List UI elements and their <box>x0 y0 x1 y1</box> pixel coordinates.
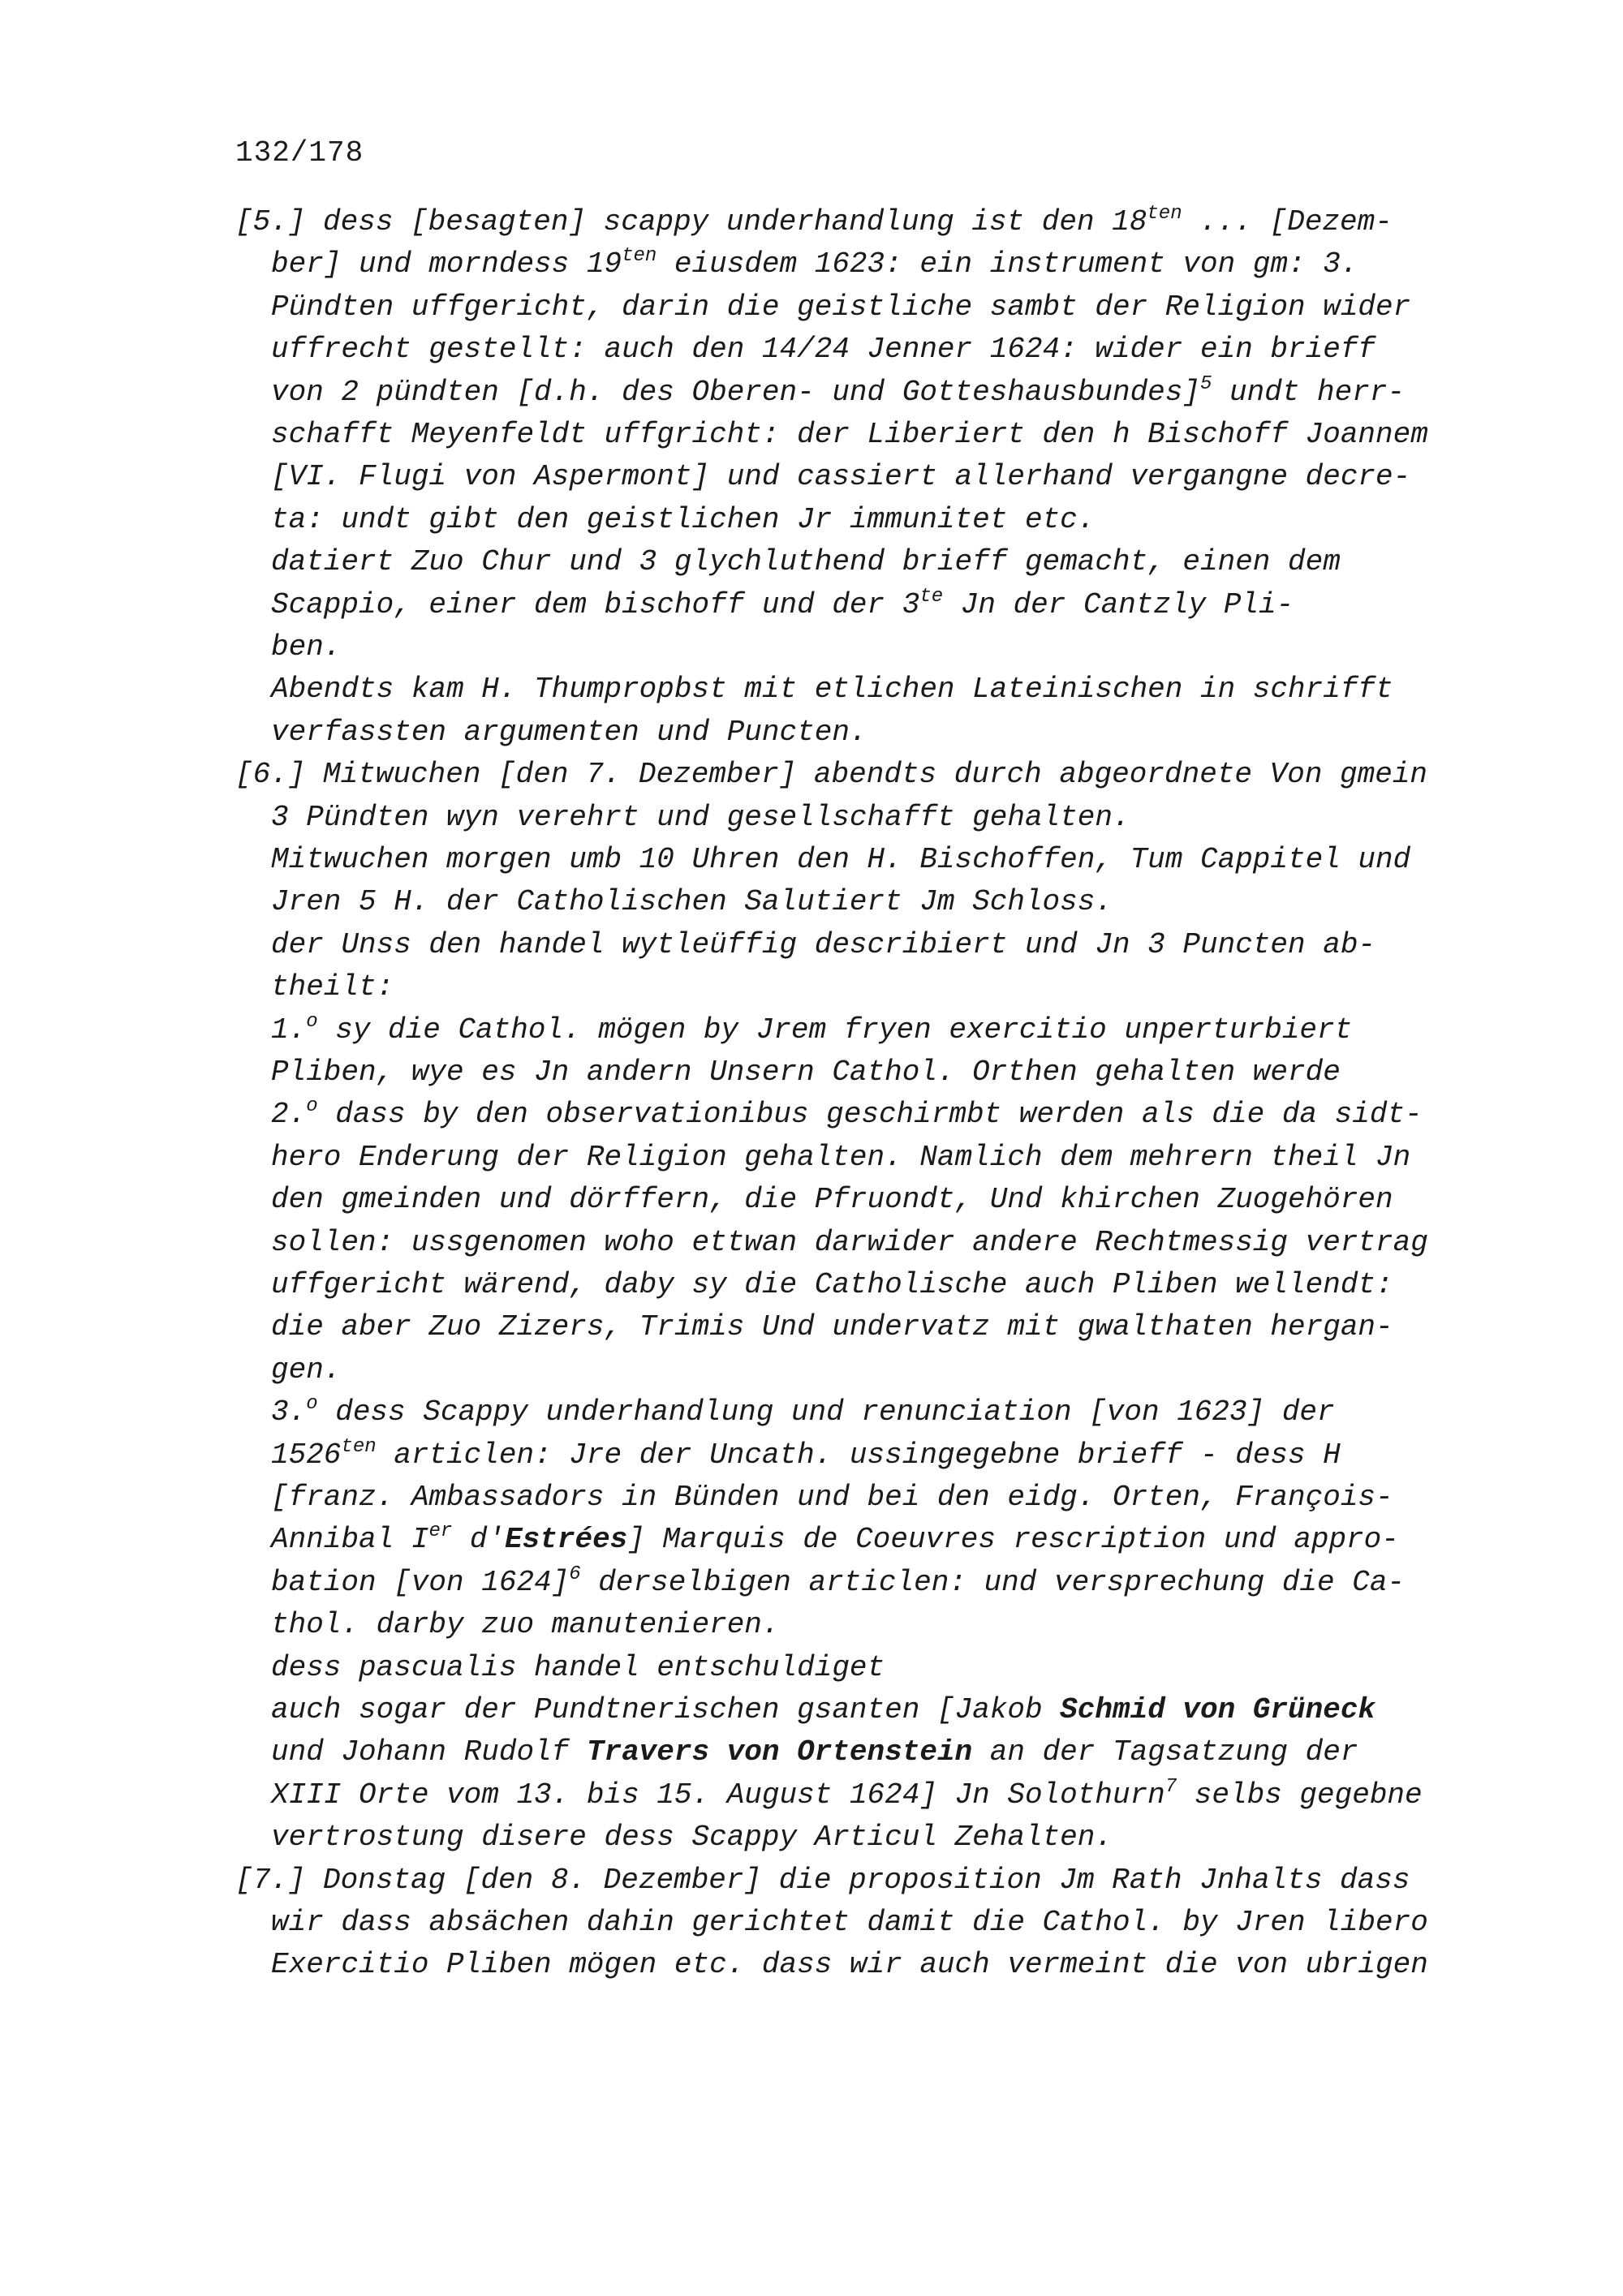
text-line <box>271 1309 1393 1345</box>
text-segment: und Johann Rudolf <box>271 1735 587 1769</box>
text-line <box>271 1010 1353 1048</box>
text-segment: verfassten argumenten und Puncten. <box>271 715 867 749</box>
text-segment: undt herr- <box>1212 375 1406 409</box>
text-line <box>271 1775 1423 1813</box>
superscript: o <box>306 1010 318 1033</box>
text-segment: theilt: <box>271 970 394 1004</box>
text-segment: XIII Orte vom 13. bis 15. August 1624] Jn Solothurn <box>271 1778 1165 1812</box>
text-line <box>271 1905 1428 1941</box>
text-line <box>271 1480 1393 1516</box>
text-segment: Jn der Cantzly Pli- <box>943 587 1294 621</box>
text-line <box>271 1820 1113 1855</box>
text-segment: [VI. Flugi von Aspermont] und cassiert allerhand vergangne decre- <box>271 460 1411 494</box>
text-segment: der Unss den handel wytleüffig describiert und Jn 3 Puncten ab- <box>271 927 1376 961</box>
text-segment: von 2 pündten [d.h. des Oberen- und Gotteshausbundes] <box>271 375 1200 409</box>
text-segment: Pündten uffgericht, darin die geistliche sambt der Religion wider <box>271 290 1411 324</box>
text-line <box>271 1097 1423 1133</box>
text-line <box>271 1565 1405 1601</box>
text-line <box>271 417 1428 453</box>
text-line <box>271 1267 1393 1303</box>
text-line <box>271 1055 1341 1090</box>
text-segment: sollen: ussgenomen woho ettwan darwider andere Rechtmessig vertrag <box>271 1225 1428 1259</box>
text-line <box>271 1607 780 1643</box>
text-line <box>271 884 1113 920</box>
text-line <box>271 1395 1335 1430</box>
text-segment: uffgericht wärend, daby sy die Catholische auch Pliben wellendt: <box>271 1268 1393 1301</box>
text-segment: wir dass absächen dahin gerichtet damit die Cathol. by Jren libero <box>271 1906 1428 1939</box>
text-segment: dess pascualis handel entschuldiget <box>271 1650 885 1684</box>
text-segment: datiert Zuo Chur und 3 glychluthend brieff gemacht, einen dem <box>271 545 1341 579</box>
text-line <box>271 970 394 1005</box>
text-line <box>271 800 1130 836</box>
bold-name: Estrées <box>505 1523 628 1557</box>
text-segment: 2. <box>271 1098 307 1132</box>
text-line <box>271 1435 1341 1473</box>
text-segment: bation [von 1624] <box>271 1565 570 1599</box>
text-line <box>271 459 1410 495</box>
text-segment: Abendts kam H. Thumpropbst mit etlichen Lateinischen in schrifft <box>271 673 1393 707</box>
text-line <box>271 1140 1410 1176</box>
text-segment: an der Tagsatzung der <box>972 1735 1358 1769</box>
text-segment: derselbigen articlen: und versprechung die Ca- <box>580 1565 1406 1599</box>
text-segment: 3. <box>271 1395 307 1430</box>
superscript: 5 <box>1200 372 1212 395</box>
text-segment: selbs gegebne <box>1177 1778 1423 1812</box>
text-segment: auch sogar der Pundtnerischen gsanten [Jakob <box>271 1693 1061 1726</box>
superscript: o <box>306 1095 318 1118</box>
text-segment: d' <box>452 1523 506 1557</box>
text-segment: Annibal I <box>271 1523 429 1557</box>
text-line <box>271 630 341 665</box>
text-segment: [7.] Donstag [den 8. Dezember] die proposition Jm Rath Jnhalts dass <box>235 1863 1410 1897</box>
text-segment: 1526 <box>271 1438 342 1472</box>
text-segment: Mitwuchen morgen umb 10 Uhren den H. Bischoffen, Tum Cappitel und <box>271 843 1411 876</box>
text-line <box>271 502 1095 538</box>
text-segment: articlen: Jre der Uncath. ussingegebne brieff - dess H <box>376 1438 1341 1472</box>
text-line <box>271 1182 1393 1218</box>
text-segment: ber] und morndess 19 <box>271 247 622 282</box>
text-line <box>271 715 867 750</box>
text-segment: Jren 5 H. der Catholischen Salutiert Jm Schloss. <box>271 885 1113 919</box>
superscript: ten <box>1147 203 1182 225</box>
text-segment: ben. <box>271 630 342 664</box>
text-segment: [5.] dess [besagten] scappy underhandlung ist den 18 <box>235 205 1147 239</box>
text-line <box>271 1650 885 1686</box>
text-segment: [6.] Mitwuchen [den 7. Dezember] abendts durch abgeordnete Von gmein <box>235 758 1428 792</box>
text-line <box>271 544 1341 580</box>
text-segment: sy die Cathol. mögen by Jrem fryen exercitio unperturbiert <box>317 1013 1353 1047</box>
text-segment: hero Enderung der Religion gehalten. Namlich dem mehrern theil Jn <box>271 1140 1411 1174</box>
text-segment: Scappio, einer dem bischoff und der 3 <box>271 587 920 621</box>
text-line <box>271 332 1375 368</box>
text-line <box>271 672 1393 707</box>
text-segment: gen. <box>271 1352 342 1387</box>
text-segment: Exercitio Pliben mögen etc. dass wir auch vermeint die von ubrigen <box>271 1948 1428 1982</box>
text-segment: [franz. Ambassadors in Bünden und bei den eidg. Orten, François- <box>271 1481 1393 1514</box>
text-segment: dass by den observationibus geschirmbt werden als die da sidt- <box>317 1098 1423 1132</box>
text-segment: eiusdem 1623: ein instrument von gm: 3. <box>657 247 1358 282</box>
text-segment: vertrostung disere dess Scappy Articul Zehalten. <box>271 1821 1113 1855</box>
superscript: o <box>306 1393 318 1416</box>
text-line <box>271 1735 1358 1770</box>
text-line <box>271 247 1358 282</box>
text-segment: uffrecht gestellt: auch den 14/24 Jenner 1624: wider ein brieff <box>271 333 1376 367</box>
text-segment: Pliben, wye es Jn andern Unsern Cathol. Orthen gehalten werde <box>271 1056 1341 1089</box>
text-line <box>271 1522 1399 1558</box>
text-segment: schafft Meyenfeldt uffgricht: der Liberiert den h Bischoff Joannem <box>271 418 1428 451</box>
text-line <box>271 927 1375 963</box>
text-segment: 3 Pündten wyn verehrt und gesellschafft gehalten. <box>271 800 1130 834</box>
superscript: te <box>919 585 944 608</box>
text-segment: ] Marquis de Coeuvres rescription und appro- <box>627 1523 1399 1557</box>
text-segment: ... [Dezem- <box>1182 205 1393 239</box>
superscript: ten <box>341 1435 377 1458</box>
page-number: 132/178 <box>235 136 364 170</box>
bold-name: Travers von Ortenstein <box>586 1735 973 1769</box>
text-line <box>271 290 1410 325</box>
text-segment: die aber Zuo Zizers, Trimis Und undervatz mit gwalthaten hergan- <box>271 1310 1393 1344</box>
text-line <box>271 842 1410 878</box>
text-segment: den gmeinden und dörffern, die Pfruondt, Und khirchen Zuogehören <box>271 1183 1393 1217</box>
text-segment: ta: undt gibt den geistlichen Jr immunitet etc. <box>271 502 1096 536</box>
text-line <box>271 587 1294 623</box>
text-line <box>271 1692 1375 1728</box>
text-segment: thol. darby zuo manutenieren. <box>271 1608 780 1642</box>
text-line <box>235 757 1427 793</box>
text-segment: dess Scappy underhandlung und renunciation [von 1623] der <box>317 1395 1335 1430</box>
text-line <box>271 1225 1428 1261</box>
text-line <box>271 1352 341 1388</box>
text-segment: 1. <box>271 1013 307 1047</box>
text-line <box>235 1863 1410 1898</box>
superscript: 6 <box>569 1563 581 1585</box>
text-line <box>235 204 1393 240</box>
superscript: er <box>428 1520 453 1543</box>
superscript: 7 <box>1165 1775 1177 1798</box>
text-line <box>271 372 1406 411</box>
bold-name: Schmid von Grüneck <box>1060 1693 1376 1726</box>
text-line <box>271 1947 1428 1983</box>
superscript: ten <box>622 245 657 268</box>
